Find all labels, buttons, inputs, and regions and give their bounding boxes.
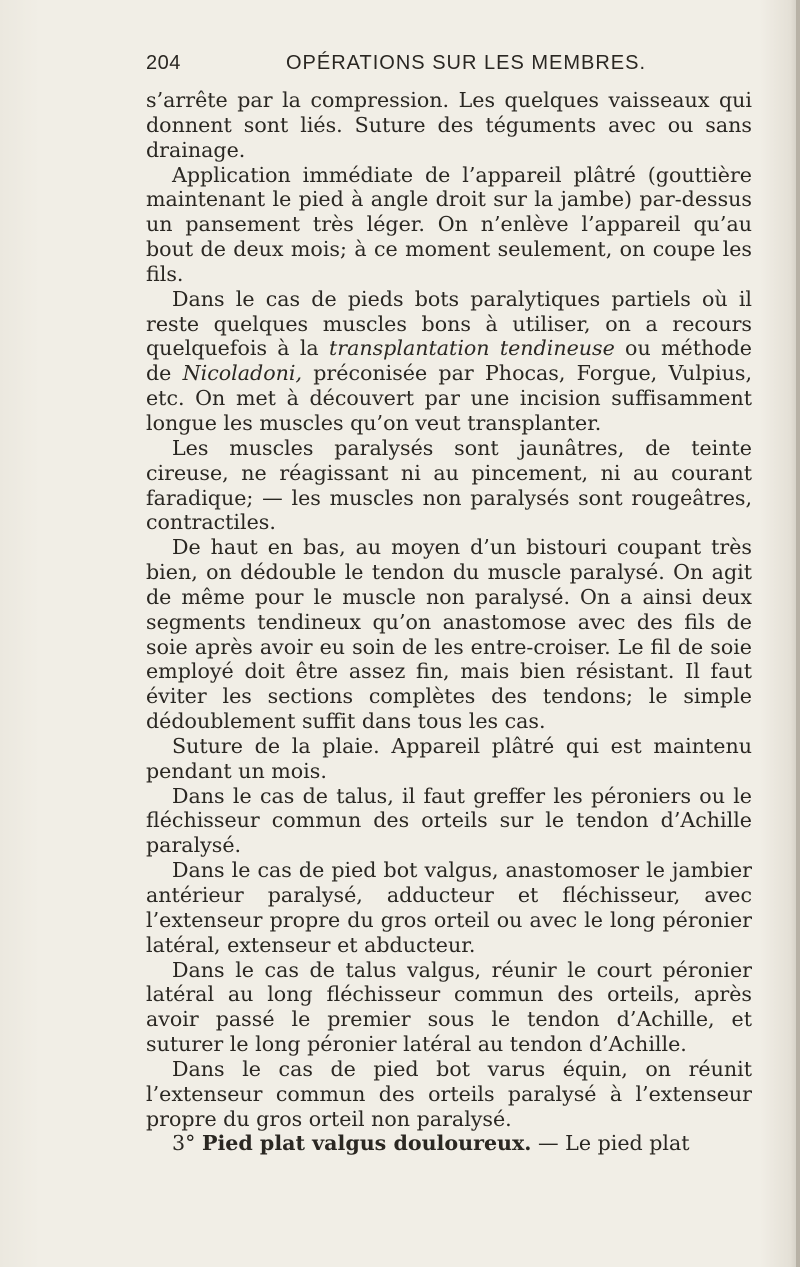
italic-term: Nicoladoni, (182, 361, 302, 386)
paragraph (146, 287, 752, 436)
paragraph: Dans le cas de pied bot varus équin, on réunit l’extenseur commun des orteils paralysé à l’extenseur propre du gros orteil non paralysé. (146, 1056, 752, 1131)
paragraph-text: — Le pied plat (531, 1131, 690, 1156)
paragraph: Suture de la plaie. Appareil plâtré qui est maintenu pendant un mois. (146, 733, 752, 783)
page-edge (796, 0, 800, 1267)
page-number: 204 (146, 52, 181, 74)
paragraph-text: préconisée par Phocas, Forgue, Vulpius, etc. On met à découvert par une incision suffisamment longue les muscles qu’on veut transplanter. (146, 361, 752, 435)
paragraph: s’arrête par la compression. Les quelques vaisseaux qui donnent sont liés. Suture des téguments avec ou sans drainage. (146, 88, 752, 162)
paragraph-text: Dans le cas de pieds bots paralytiques partiels où il reste quelques muscles bons à utiliser, on a recours quelquefois à la (146, 286, 752, 361)
page-header (146, 52, 752, 82)
paragraph: Les muscles paralysés sont jaunâtres, de teinte cireuse, ne réagissant ni au pincement, ni au courant faradique; — les muscles non paralysés sont rougeâtres, contractiles. (146, 435, 752, 535)
section-number: 3° (172, 1131, 196, 1156)
paragraph: Dans le cas de pied bot valgus, anastomoser le jambier antérieur paralysé, adducteur et fléchisseur, avec l’extenseur propre du gros orteil ou avec le long péronier latéral, extenseur et abducteur. (146, 858, 752, 957)
body-text (146, 88, 752, 1156)
paragraph: Dans le cas de talus, il faut greffer les péroniers ou le fléchisseur commun des orteils sur le tendon d’Achille paralysé. (146, 783, 752, 858)
paragraph: De haut en bas, au moyen d’un bistouri coupant très bien, on dédouble le tendon du muscle paralysé. On agit de même pour le muscle non paralysé. On a ainsi deux segments tendineux qu’on anastomose avec des fils de soie après avoir eu soin de les entre-croiser. Le fil de soie employé doit être assez fin, mais bien résistant. Il faut éviter les sections complètes des tendons; le simple dédoublement suffit dans tous les cas. (146, 535, 752, 734)
paragraph: Application immédiate de l’appareil plâtré (gouttière maintenant le pied à angle droit sur la jambe) par-dessus un pansement très léger. On n’enlève l’appareil qu’au bout de deux mois; à ce moment seulement, on coupe les fils. (146, 162, 752, 286)
section-heading: Pied plat valgus douloureux. (201, 1131, 532, 1156)
section-heading-paragraph (146, 1131, 752, 1156)
italic-term: transplantation tendineuse (328, 336, 615, 361)
paragraph: Dans le cas de talus valgus, réunir le court péronier latéral au long fléchisseur commun des orteils, après avoir passé le premier sous le tendon d’Achille, et suturer le long péronier latéral au tendon d’Achille. (146, 957, 752, 1057)
paragraph-text: ou méthode de (146, 336, 752, 386)
running-title: OPÉRATIONS SUR LES MEMBRES. (286, 52, 647, 74)
